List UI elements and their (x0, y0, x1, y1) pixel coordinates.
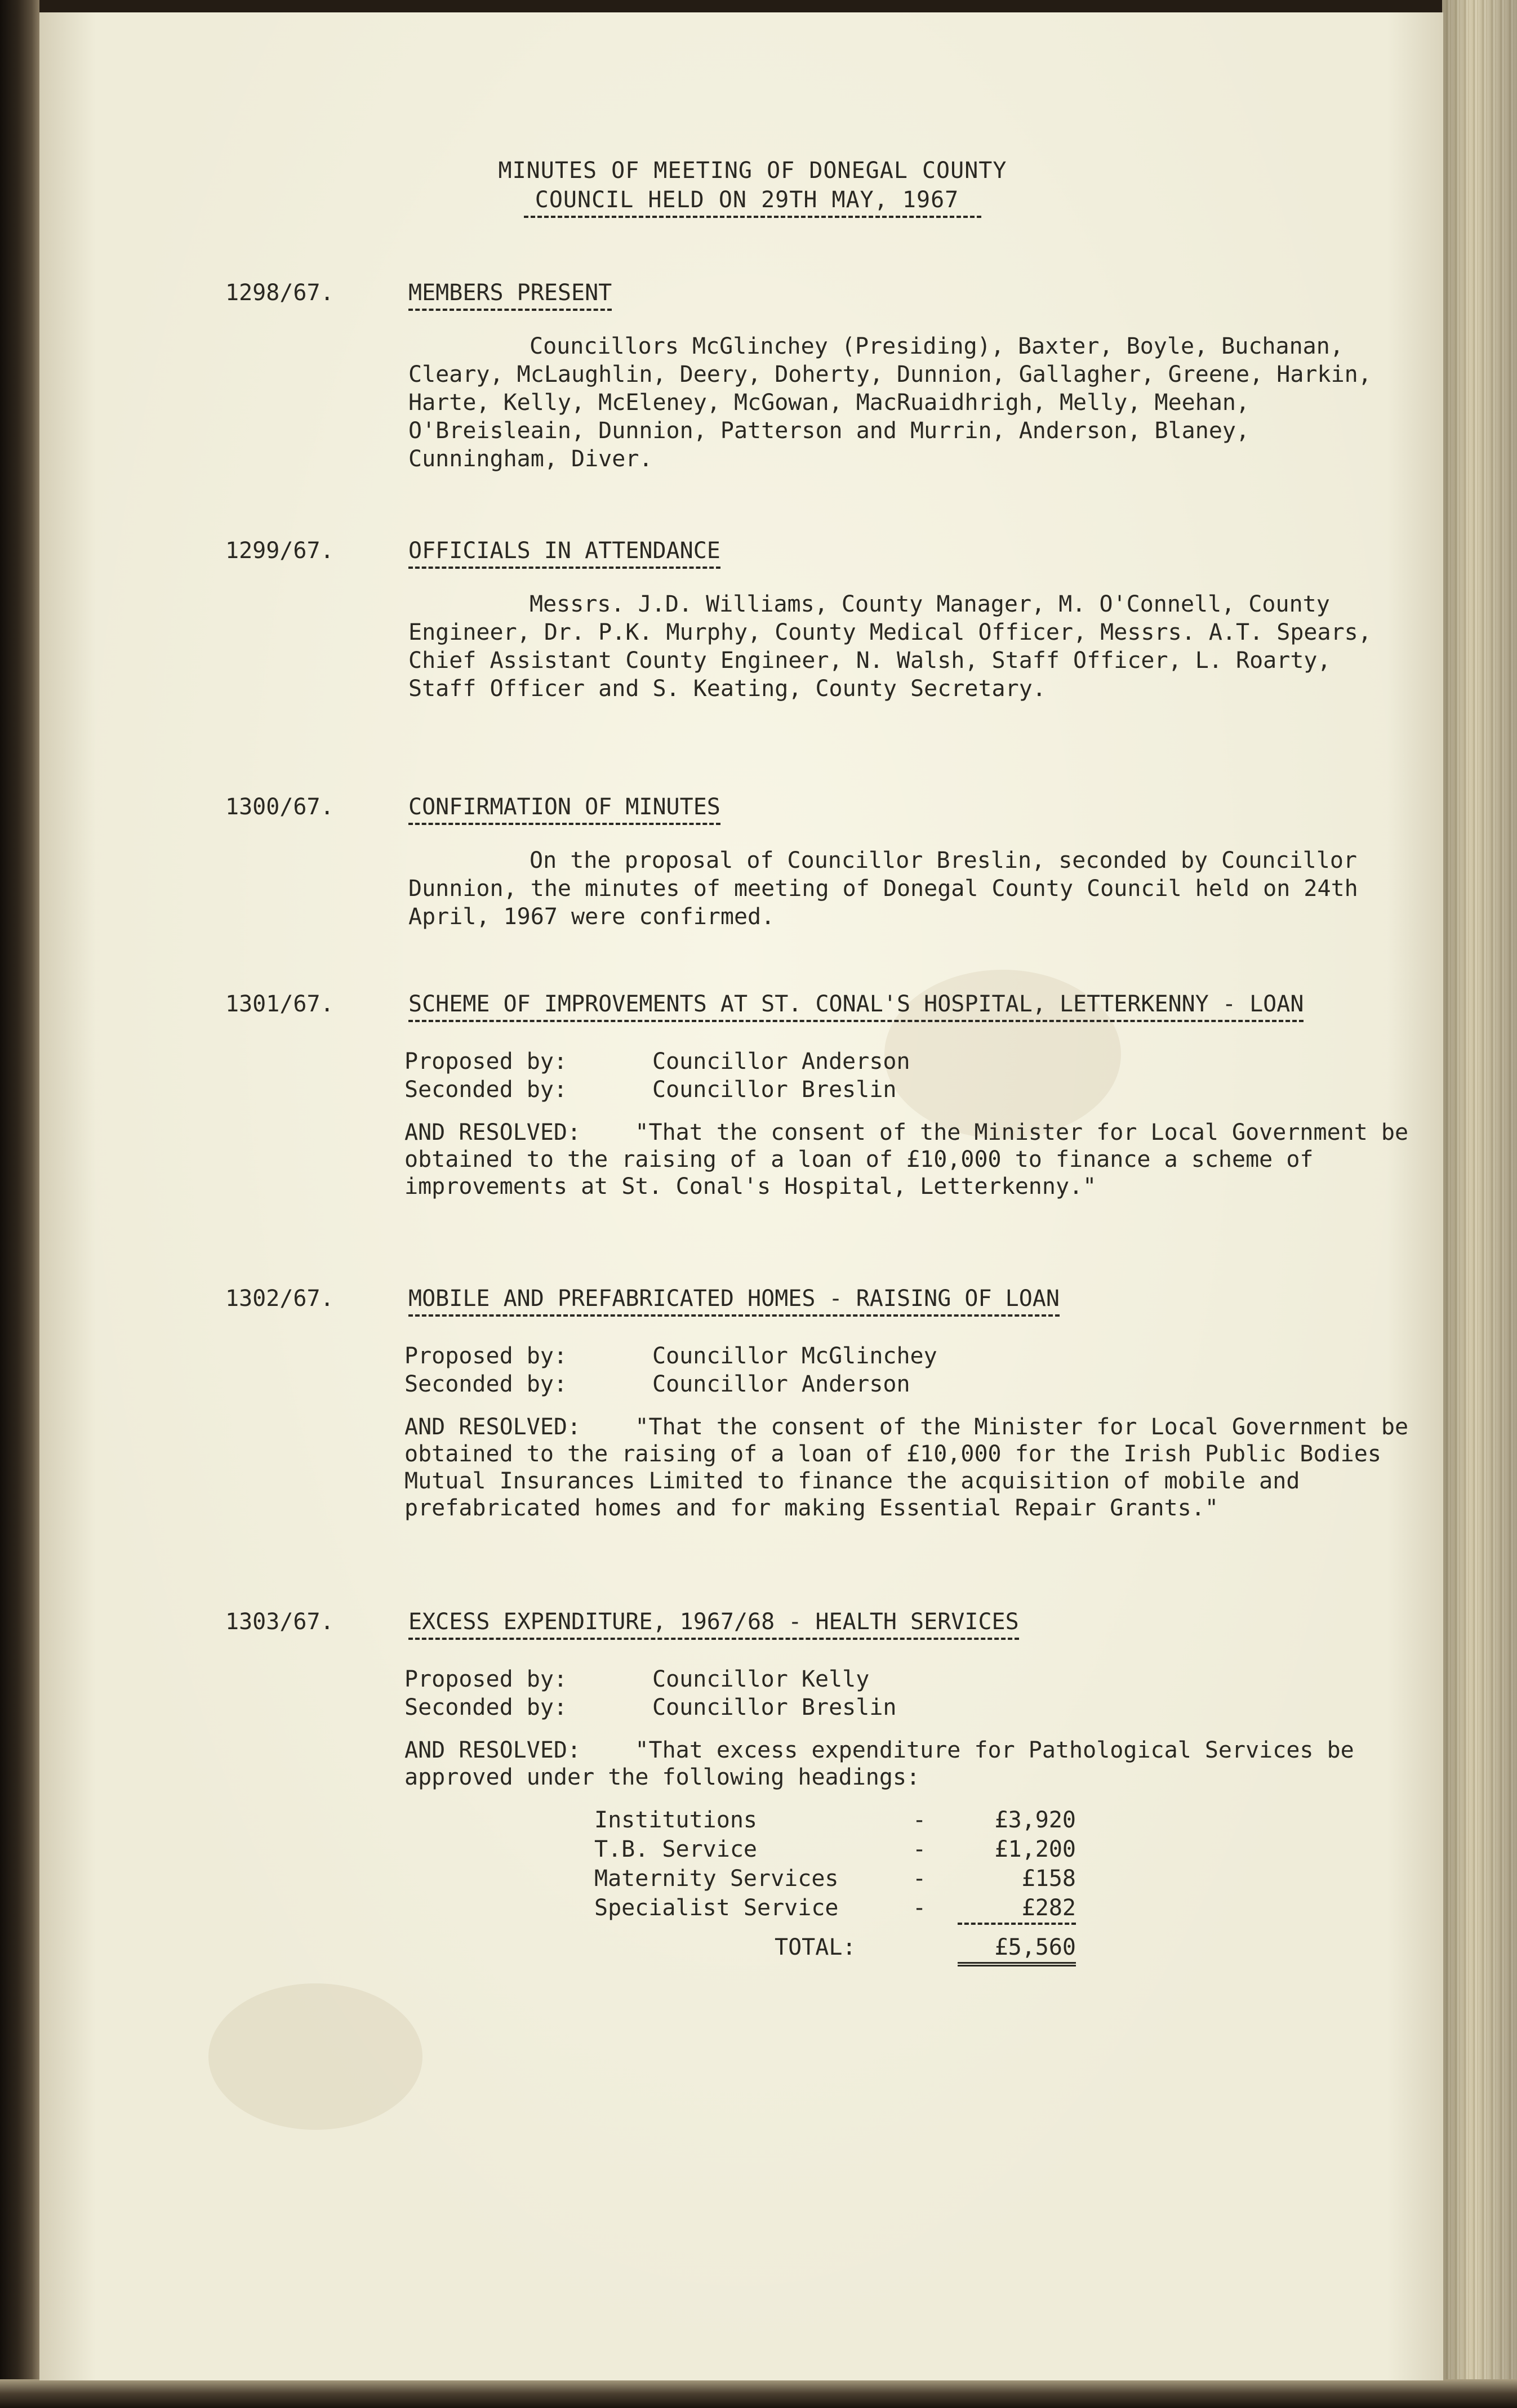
resolution-text (404, 1119, 1447, 1200)
minute-heading: MOBILE AND PREFABRICATED HOMES - RAISING OF LOAN (408, 1284, 1060, 1317)
proposer-name: Councillor Anderson (652, 1049, 910, 1074)
minute-text: On the proposal of Councillor Breslin, seconded by Councillor Dunnion, the minutes of meeting of Donegal County Council held on 24th April, 1967 were confirmed. (408, 848, 1372, 930)
minute-number: 1298/67. (225, 280, 334, 306)
minute-number: 1301/67. (225, 991, 334, 1017)
title-line-2: COUNCIL HELD ON 29TH MAY, 1967 (524, 185, 981, 218)
minute-number: 1299/67. (225, 538, 334, 564)
expenditure-amount: £3,920 (994, 1807, 1076, 1833)
proposed-by-label: Proposed by: (404, 1049, 567, 1074)
minute-number: 1300/67. (225, 794, 334, 820)
total-amount: £5,560 (958, 1933, 1076, 1966)
proposer-name: Councillor Kelly (652, 1666, 870, 1692)
resolution-body: "That excess expenditure for Pathological Services be approved under the following headings: (404, 1737, 1368, 1790)
resolved-label: AND RESOLVED: (404, 1737, 581, 1763)
seconded-by-label: Seconded by: (404, 1077, 567, 1103)
minute-number: 1302/67. (225, 1286, 334, 1312)
book-binding-gutter (0, 0, 39, 2408)
expenditure-heading: Specialist Service (594, 1895, 839, 1921)
seconder-name: Councillor Anderson (652, 1371, 910, 1397)
seconder-name: Councillor Breslin (652, 1077, 897, 1103)
resolved-label: AND RESOLVED: (404, 1414, 581, 1440)
seconded-by-row (404, 1076, 896, 1104)
proposed-by-label: Proposed by: (404, 1343, 567, 1369)
expenditure-amount: £158 (1021, 1866, 1076, 1892)
document-title (39, 156, 1443, 218)
expenditure-dash: - (913, 1807, 927, 1833)
expenditure-heading: Maternity Services (594, 1866, 839, 1892)
paper-stain (208, 1983, 422, 2130)
seconded-by-row (404, 1693, 896, 1722)
resolution-body: "That the consent of the Minister for Local Government be obtained to the raising of a loan of £10,000 to finance a scheme of improvements at St. Conal's Hospital, Letterkenny." (404, 1120, 1422, 1199)
proposed-by-row (404, 1342, 937, 1370)
document-page (39, 12, 1443, 2380)
proposed-by-label: Proposed by: (404, 1666, 567, 1692)
seconder-name: Councillor Breslin (652, 1694, 897, 1720)
minute-number: 1303/67. (225, 1609, 334, 1635)
page-edges-shadow (1442, 0, 1517, 2408)
total-label: TOTAL: (775, 1934, 856, 1960)
minute-heading: OFFICIALS IN ATTENDANCE (408, 536, 720, 569)
expenditure-dash: - (913, 1836, 927, 1862)
proposed-by-row (404, 1665, 869, 1693)
expenditure-heading: Institutions (594, 1807, 757, 1833)
officials-list: Messrs. J.D. Williams, County Manager, M. O'Connell, County Engineer, Dr. P.K. Murphy, County Medical Officer, Messrs. A.T. Spears, Chief Assistant County Engineer, N. Walsh, Staff Officer, L. Roarty, Staff Officer and S. Keating, County Secretary. (408, 591, 1385, 702)
seconded-by-label: Seconded by: (404, 1694, 567, 1720)
resolution-text (404, 1737, 1368, 1791)
resolution-body: "That the consent of the Minister for Local Government be obtained to the raising of a loan of £10,000 for the Irish Public Bodies Mutual Insurances Limited to finance the acquisition of mobile and prefabricated homes and for making Essential Repair Grants." (404, 1414, 1422, 1521)
expenditure-amount: £1,200 (994, 1836, 1076, 1862)
resolution-text (404, 1413, 1447, 1522)
minute-heading: EXCESS EXPENDITURE, 1967/68 - HEALTH SERVICES (408, 1607, 1019, 1640)
minute-heading: SCHEME OF IMPROVEMENTS AT ST. CONAL'S HOSPITAL, LETTERKENNY - LOAN (408, 989, 1304, 1022)
proposer-name: Councillor McGlinchey (652, 1343, 937, 1369)
expenditure-heading: T.B. Service (594, 1836, 757, 1862)
members-list: Councillors McGlinchey (Presiding), Baxter, Boyle, Buchanan, Cleary, McLaughlin, Deery, Doherty, Dunnion, Gallagher, Greene, Harkin, Harte, Kelly, McEleney, McGowan, MacRuaidhrigh, Melly, Meehan, O'Breisleain, Dunnion, Patterson and Murrin, Anderson, Blaney, Cunningham, Diver. (408, 333, 1385, 472)
bottom-page-edge (0, 2379, 1517, 2408)
minute-heading: MEMBERS PRESENT (408, 278, 612, 311)
expenditure-dash: - (913, 1866, 927, 1892)
seconded-by-row (404, 1370, 910, 1398)
resolved-label: AND RESOLVED: (404, 1120, 581, 1145)
seconded-by-label: Seconded by: (404, 1371, 567, 1397)
proposed-by-row (404, 1047, 910, 1076)
minute-heading: CONFIRMATION OF MINUTES (408, 792, 720, 825)
expenditure-dash: - (913, 1895, 927, 1921)
title-line-1: MINUTES OF MEETING OF DONEGAL COUNTY (498, 158, 1007, 184)
expenditure-amount: £282 (958, 1893, 1076, 1925)
